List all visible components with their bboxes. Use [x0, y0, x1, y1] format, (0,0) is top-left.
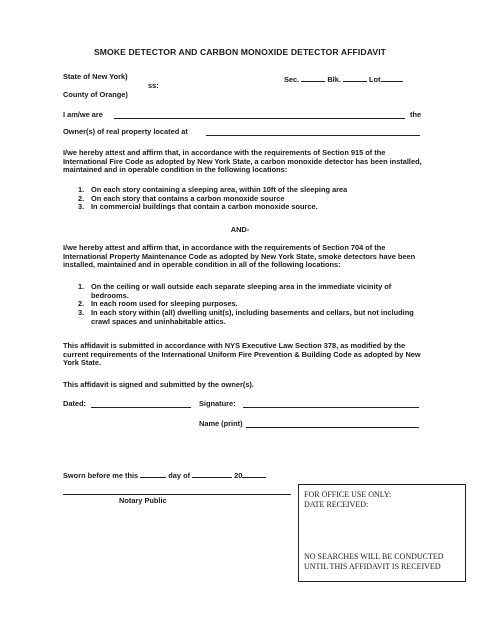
blk-label: Blk.: [327, 75, 341, 84]
until-received-notice: UNTIL THIS AFFIDAVIT IS RECEIVED: [304, 562, 441, 571]
sworn-row: [63, 469, 266, 481]
sworn-day-field[interactable]: [140, 469, 166, 478]
name-field[interactable]: [114, 118, 405, 119]
notary-label: Notary Public: [119, 496, 167, 505]
list-item: 3. In commercial buildings that contain a carbon monoxide source.: [78, 202, 318, 212]
signature-label: Signature:: [199, 399, 236, 408]
sworn-year-field[interactable]: [242, 469, 266, 478]
list-item: 1. On the ceiling or wall outside each separate sleeping area in the immediate vicinity of bedrooms.: [78, 282, 392, 300]
year-label: 20: [234, 471, 243, 480]
iam-label: I am/we are: [63, 110, 103, 119]
office-use-box: [298, 484, 466, 582]
property-address-field[interactable]: [206, 135, 420, 136]
list-item: 2. On each story that contains a carbon monoxide source: [78, 193, 285, 203]
date-field[interactable]: [91, 407, 191, 408]
county-label: County of Orange): [63, 90, 128, 99]
submission-paragraph: This affidavit is submitted in accordance with NYS Executive Law Section 378, as modified by the current requirements of the International Uniform Fire Prevention & Building Code as adopted by New York State.: [63, 341, 421, 368]
owners-label: Owner(s) of real property located at: [63, 127, 188, 136]
date-received-label: DATE RECEIVED:: [304, 499, 369, 509]
and-separator: AND-: [230, 225, 250, 234]
document-title: SMOKE DETECTOR AND CARBON MONOXIDE DETECTOR AFFIDAVIT: [93, 47, 387, 57]
smoke-paragraph: I/we hereby attest and affirm that, in accordance with the requirements of Section 704 of the International Property Maintenance Code as adopted by New York State, smoke detectors have been installed, maintained and in operable condition in all of the following locations:: [63, 243, 416, 270]
dated-label: Dated:: [63, 399, 86, 408]
sec-blk-lot-row: [284, 73, 403, 85]
no-searches-notice: NO SEARCHES WILL BE CONDUCTED: [304, 552, 444, 561]
notary-signature-line[interactable]: [63, 494, 291, 495]
office-use-label: FOR OFFICE USE ONLY:: [304, 490, 392, 499]
signed-paragraph: This affidavit is signed and submitted by the owner(s).: [63, 380, 254, 389]
name-print-label: Name (print): [199, 419, 243, 428]
the-label: the: [410, 110, 422, 119]
smoke-list: [78, 283, 418, 327]
ss-label: ss:: [148, 81, 159, 90]
day-of-label: day of: [168, 471, 191, 480]
list-item: 2. In each room used for sleeping purposes.: [78, 299, 238, 309]
list-item: 3. In each story within (all) dwelling unit(s), including basements and cellars, but not including crawl spaces and uninhabitable attics.: [78, 308, 414, 326]
signature-field[interactable]: [243, 407, 419, 408]
name-print-field[interactable]: [246, 427, 419, 428]
blk-field[interactable]: [343, 73, 367, 82]
sworn-label: Sworn before me this: [63, 471, 139, 480]
state-label: State of New York): [63, 72, 128, 81]
co-paragraph: I/we hereby attest and affirm that, in accordance with the requirements of Section 915 of the International Fire Code as adopted by New York State, a carbon monoxide detector has been installed, maintained and in operable condition in the following locations:: [63, 148, 422, 175]
list-item: 1. On each story containing a sleeping area, within 10ft of the sleeping area: [78, 185, 348, 194]
sec-label: Sec.: [284, 75, 300, 84]
co-list: [78, 186, 418, 212]
lot-field[interactable]: [381, 73, 403, 82]
sec-field[interactable]: [301, 73, 325, 82]
lot-label: Lot: [369, 75, 381, 84]
sworn-month-field[interactable]: [192, 469, 232, 478]
